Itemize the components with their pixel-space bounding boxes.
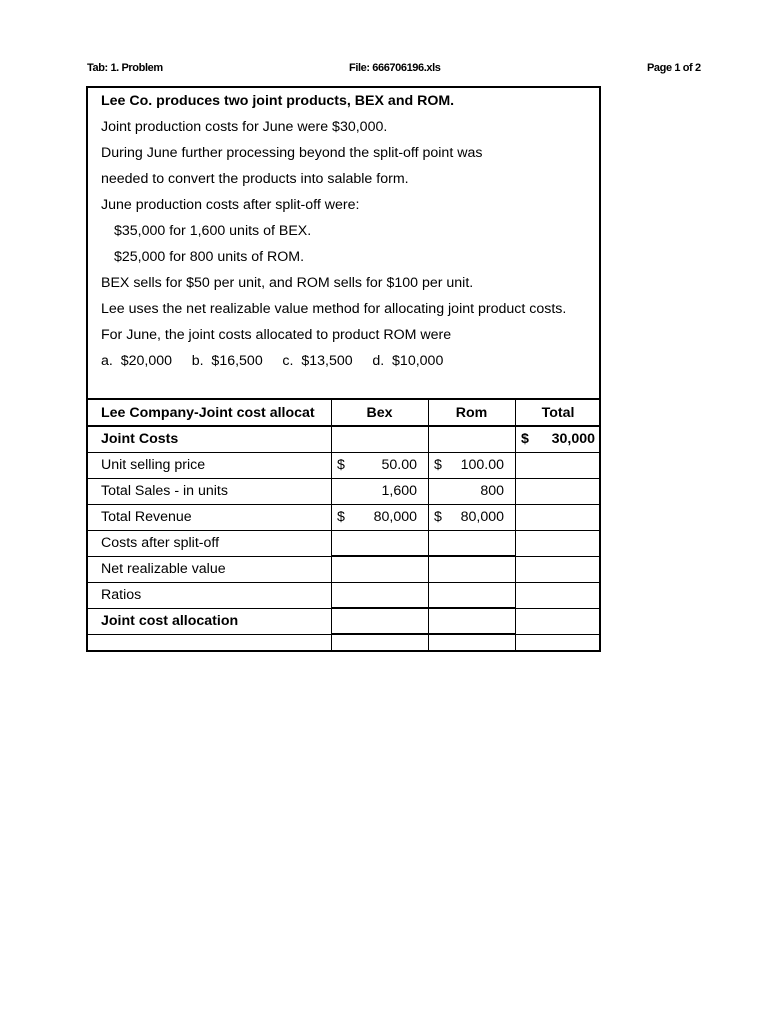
bex-cell	[331, 426, 428, 452]
grid-line	[515, 400, 516, 652]
grid-line	[88, 582, 599, 583]
worksheet	[86, 86, 601, 652]
bex-value: 1,600	[381, 483, 417, 499]
bex-cell	[331, 504, 428, 530]
bex-value: 50.00	[381, 457, 417, 473]
header-page-number: Page 1 of 2	[647, 62, 701, 74]
problem-line: Lee uses the net realizable value method for allocating joint product costs.	[101, 301, 567, 317]
currency-symbol: $	[337, 509, 345, 525]
grid-line	[88, 425, 599, 427]
row-label: Total Revenue	[101, 509, 192, 525]
column-header-rom: Rom	[455, 405, 488, 421]
problem-title: Lee Co. produces two joint products, BEX and ROM.	[101, 93, 455, 109]
header-file-name: File: 666706196.xls	[349, 62, 441, 74]
currency-symbol: $	[337, 457, 345, 473]
total-rule	[331, 633, 515, 635]
bex-value: 80,000	[373, 509, 417, 525]
total-cell	[515, 426, 601, 452]
table-row	[88, 504, 599, 530]
rom-cell	[428, 504, 515, 530]
row-label: Joint Costs	[101, 431, 179, 447]
rom-cell	[428, 478, 515, 504]
table-row	[88, 530, 599, 556]
column-header-bex: Bex	[366, 405, 393, 421]
problem-line: During June further processing beyond the split-off point was	[101, 145, 483, 161]
rom-value: 100.00	[460, 457, 504, 473]
row-label: Net realizable value	[101, 561, 226, 577]
grid-line	[88, 452, 599, 453]
table-row	[88, 426, 599, 452]
header-tab-name: Tab: 1. Problem	[87, 62, 163, 74]
bex-cell	[331, 478, 428, 504]
column-header-total: Total	[541, 405, 575, 421]
row-label	[88, 634, 331, 652]
total-value: 30,000	[551, 431, 595, 447]
problem-line: For June, the joint costs allocated to product ROM were	[101, 327, 452, 343]
problem-line: needed to convert the products into salable form.	[101, 171, 409, 187]
total-cell	[515, 452, 601, 478]
row-label: Ratios	[101, 587, 142, 603]
currency-symbol: $	[434, 509, 442, 525]
total-rule	[331, 555, 515, 557]
rom-cell	[428, 452, 515, 478]
column-header-description: Lee Company-Joint cost allocat	[101, 405, 315, 421]
bex-cell	[331, 452, 428, 478]
problem-line: BEX sells for $50 per unit, and ROM sells for $100 per unit.	[101, 275, 474, 291]
total-cell	[515, 504, 601, 530]
table-header-row	[88, 400, 599, 426]
total-cell	[515, 478, 601, 504]
rom-value: 800	[480, 483, 504, 499]
currency-symbol: $	[521, 431, 529, 447]
grid-line	[88, 478, 599, 479]
row-label: Unit selling price	[101, 457, 206, 473]
total-rule	[331, 607, 515, 609]
problem-statement	[88, 88, 599, 400]
rom-value: 80,000	[460, 509, 504, 525]
answer-choices: a. $20,000 b. $16,500 c. $13,500 d. $10,000	[101, 353, 444, 369]
row-label: Costs after split-off	[101, 535, 220, 551]
row-label: Total Sales - in units	[101, 483, 228, 499]
grid-line	[331, 400, 332, 652]
grid-line	[88, 504, 599, 505]
problem-line: Joint production costs for June were $30,000.	[101, 119, 388, 135]
problem-line: $35,000 for 1,600 units of BEX.	[114, 223, 312, 239]
table-row	[88, 452, 599, 478]
table-row	[88, 582, 599, 608]
row-label: Joint cost allocation	[101, 613, 239, 629]
problem-line: June production costs after split-off were:	[101, 197, 360, 213]
currency-symbol: $	[434, 457, 442, 473]
table-row	[88, 634, 599, 652]
table-row	[88, 478, 599, 504]
problem-line: $25,000 for 800 units of ROM.	[114, 249, 305, 265]
table-row	[88, 556, 599, 582]
rom-cell	[428, 426, 515, 452]
grid-line	[88, 530, 599, 531]
grid-line	[428, 400, 429, 652]
table-row	[88, 608, 599, 634]
